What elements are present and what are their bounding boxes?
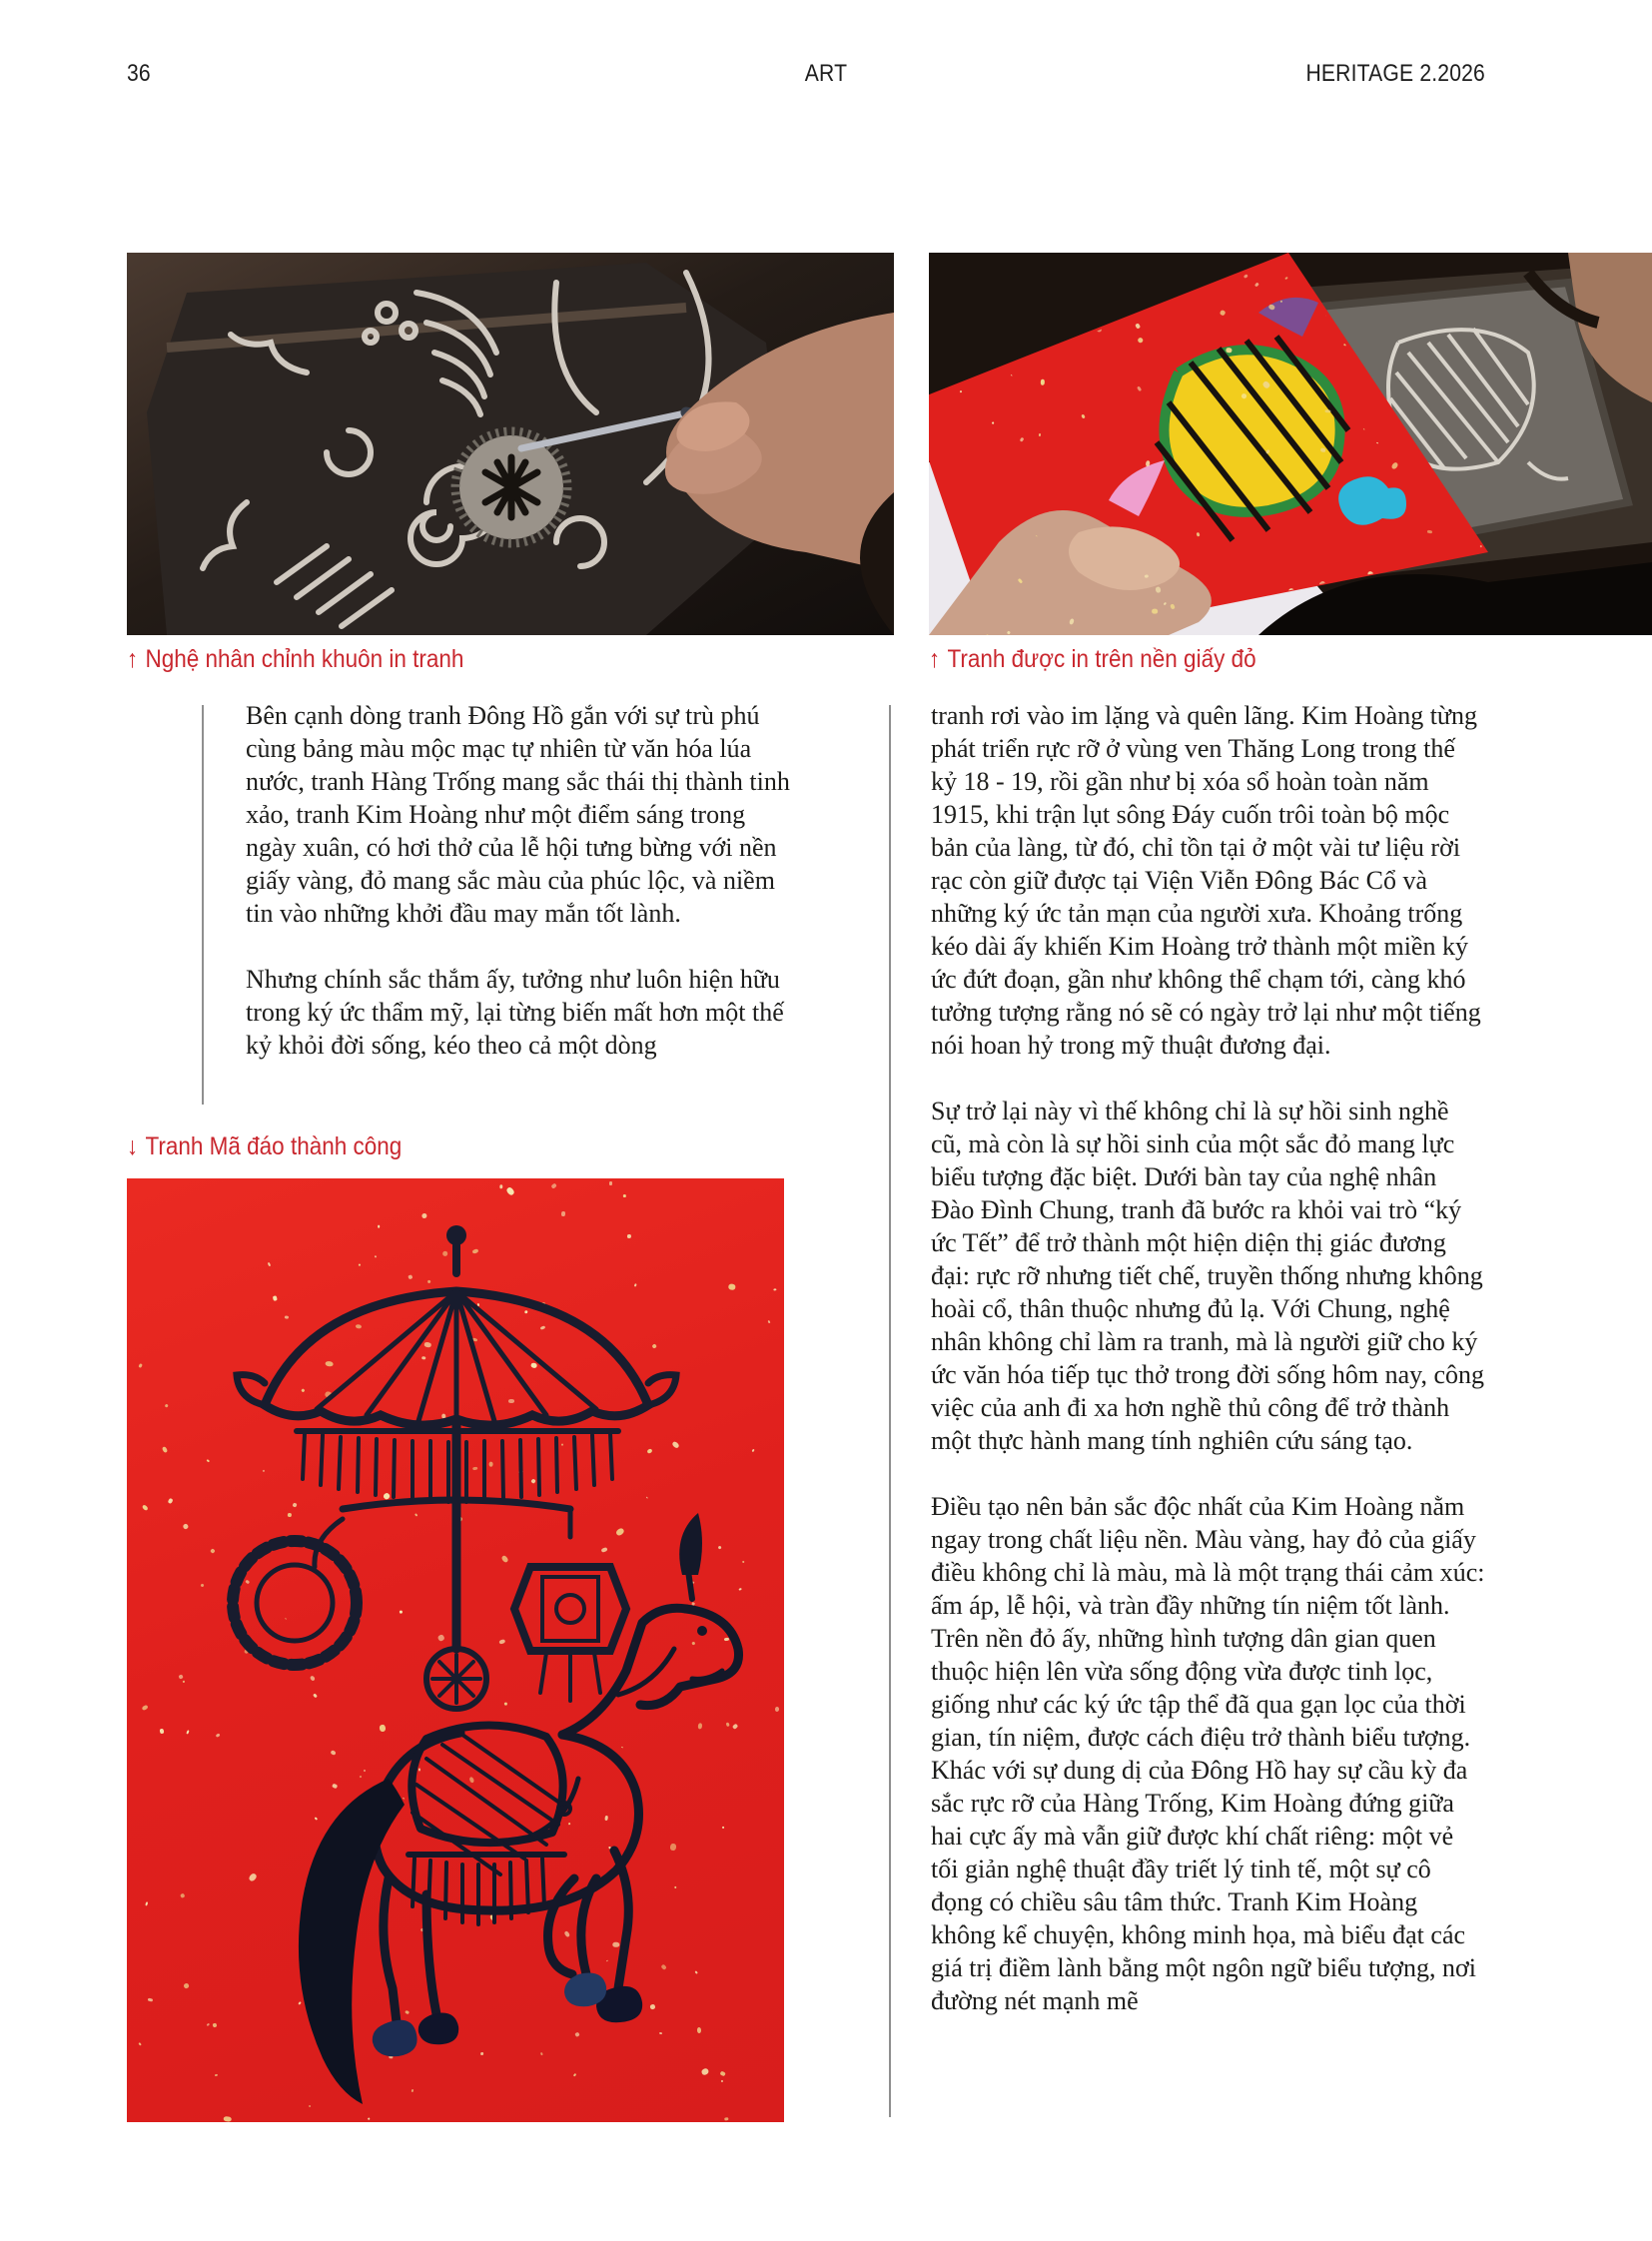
- figure-caption-bottom-left: [127, 1132, 402, 1161]
- body-paragraph: tranh rơi vào im lặng và quên lãng. Kim Hoàng từng phát triển rực rỡ ở vùng ven Thăng Long trong thế kỷ 18 - 19, rồi gần như bị xóa sổ hoàn toàn năm 1915, khi trận lụt sông Đáy cuốn trôi toàn bộ mộc bản của làng, từ đó, chỉ tồn tại ở một vài tư liệu rời rạc còn giữ được tại Viện Viễn Đông Bác Cổ và những ký ức tản mạn của người xưa. Khoảng trống kéo dài ấy khiến Kim Hoàng trở thành một miền ký ức đứt đoạn, gần như không thể chạm tới, càng khó tưởng tượng rằng nó sẽ có ngày trở lại như một tiếng nói hoan hỷ trong mỹ thuật đương đại.: [931, 701, 1481, 1060]
- body-paragraph: Bên cạnh dòng tranh Đông Hồ gắn với sự trù phú cùng bảng màu mộc mạc tự nhiên từ văn hóa lúa nước, tranh Hàng Trống mang sắc thái thị thành tinh xảo, tranh Kim Hoàng như một điểm sáng trong ngày xuân, có hơi thở của lễ hội tưng bừng với nền giấy vàng, đỏ mang sắc màu của phúc lộc, và niềm tin vào những khởi đầu may mắn tốt lành.: [246, 701, 790, 928]
- figure-caption-top-right: [929, 645, 1256, 674]
- body-paragraph: Điều tạo nên bản sắc độc nhất của Kim Hoàng nằm ngay trong chất liệu nền. Màu vàng, hay đỏ của giấy điều không chỉ là màu, mà là một trạng thái cảm xúc: ấm áp, lễ hội, và tràn đầy những tín niệm tốt lành. Trên nền đỏ ấy, những hình tượng dân gian quen thuộc hiện lên vừa sống động vừa được tinh lọc, giống như các ký ức tập thể đã qua gạn lọc của thời gian, tín niệm, được cách điệu trở thành biểu tượng. Khác với sự dung dị của Đông Hồ hay sự cầu kỳ đa sắc rực rỡ của Hàng Trống, Kim Hoàng đứng giữa hai cực ấy mà vẫn giữ được khí chất riêng: một vẻ tối giản nghệ thuật đầy triết lý tinh tế, một sự cô đọng có chiều sâu tâm thức. Tranh Kim Hoàng không kể chuyện, không minh họa, mà biểu đạt các giá trị điềm lành bằng một ngôn ngữ biểu tượng, nơi đường nét mạnh mẽ: [931, 1492, 1485, 2015]
- caption-text: Tranh Mã đáo thành công: [145, 1132, 403, 1160]
- horse-print-figure: [127, 1178, 784, 2122]
- right-text-column: [931, 699, 1486, 2017]
- up-arrow-icon: ↑: [127, 645, 139, 673]
- caption-text: Nghệ nhân chỉnh khuôn in tranh: [145, 645, 464, 673]
- section-title: ART: [804, 60, 848, 87]
- horse-print-illustration: [127, 1178, 784, 2122]
- right-column-rule: [889, 705, 891, 2117]
- photo-woodblock-carving: [127, 253, 894, 635]
- red-print-illustration: [929, 253, 1652, 635]
- page-number: 36: [127, 60, 151, 87]
- caption-text: Tranh được in trên nền giấy đỏ: [947, 645, 1256, 673]
- body-paragraph: Nhưng chính sắc thắm ấy, tưởng như luôn hiện hữu trong ký ức thẩm mỹ, lại từng biến mất hơn một thế kỷ khỏi đời sống, kéo theo cả một dòng: [246, 965, 784, 1060]
- figure-caption-top-left: [127, 645, 463, 674]
- body-paragraph: Sự trở lại này vì thế không chỉ là sự hồi sinh nghề cũ, mà còn là sự hồi sinh của một sắc đỏ mang lực biểu tượng đặc biệt. Dưới bàn tay của nghệ nhân Đào Đình Chung, tranh đã bước ra khỏi vai trò “ký ức Tết” để trở thành một hiện diện thị giác đương đại: rực rỡ nhưng tiết chế, truyền thống nhưng không hoài cổ, thân thuộc nhưng đủ lạ. Với Chung, nghệ nhân không chỉ làm ra tranh, mà là người giữ cho ký ức văn hóa tiếp tục thở trong đời sống hôm nay, công việc của anh đi xa hơn nghề thủ công để trở thành một thực hành mang tính nghiên cứu sáng tạo.: [931, 1097, 1485, 1455]
- up-arrow-icon: ↑: [929, 645, 941, 673]
- down-arrow-icon: ↓: [127, 1132, 139, 1160]
- photo-red-print: [929, 253, 1652, 635]
- left-text-column: [246, 699, 801, 1062]
- left-column-rule: [202, 705, 204, 1105]
- woodblock-carving-illustration: [127, 253, 894, 635]
- magazine-issue: HERITAGE 2.2026: [1305, 60, 1485, 87]
